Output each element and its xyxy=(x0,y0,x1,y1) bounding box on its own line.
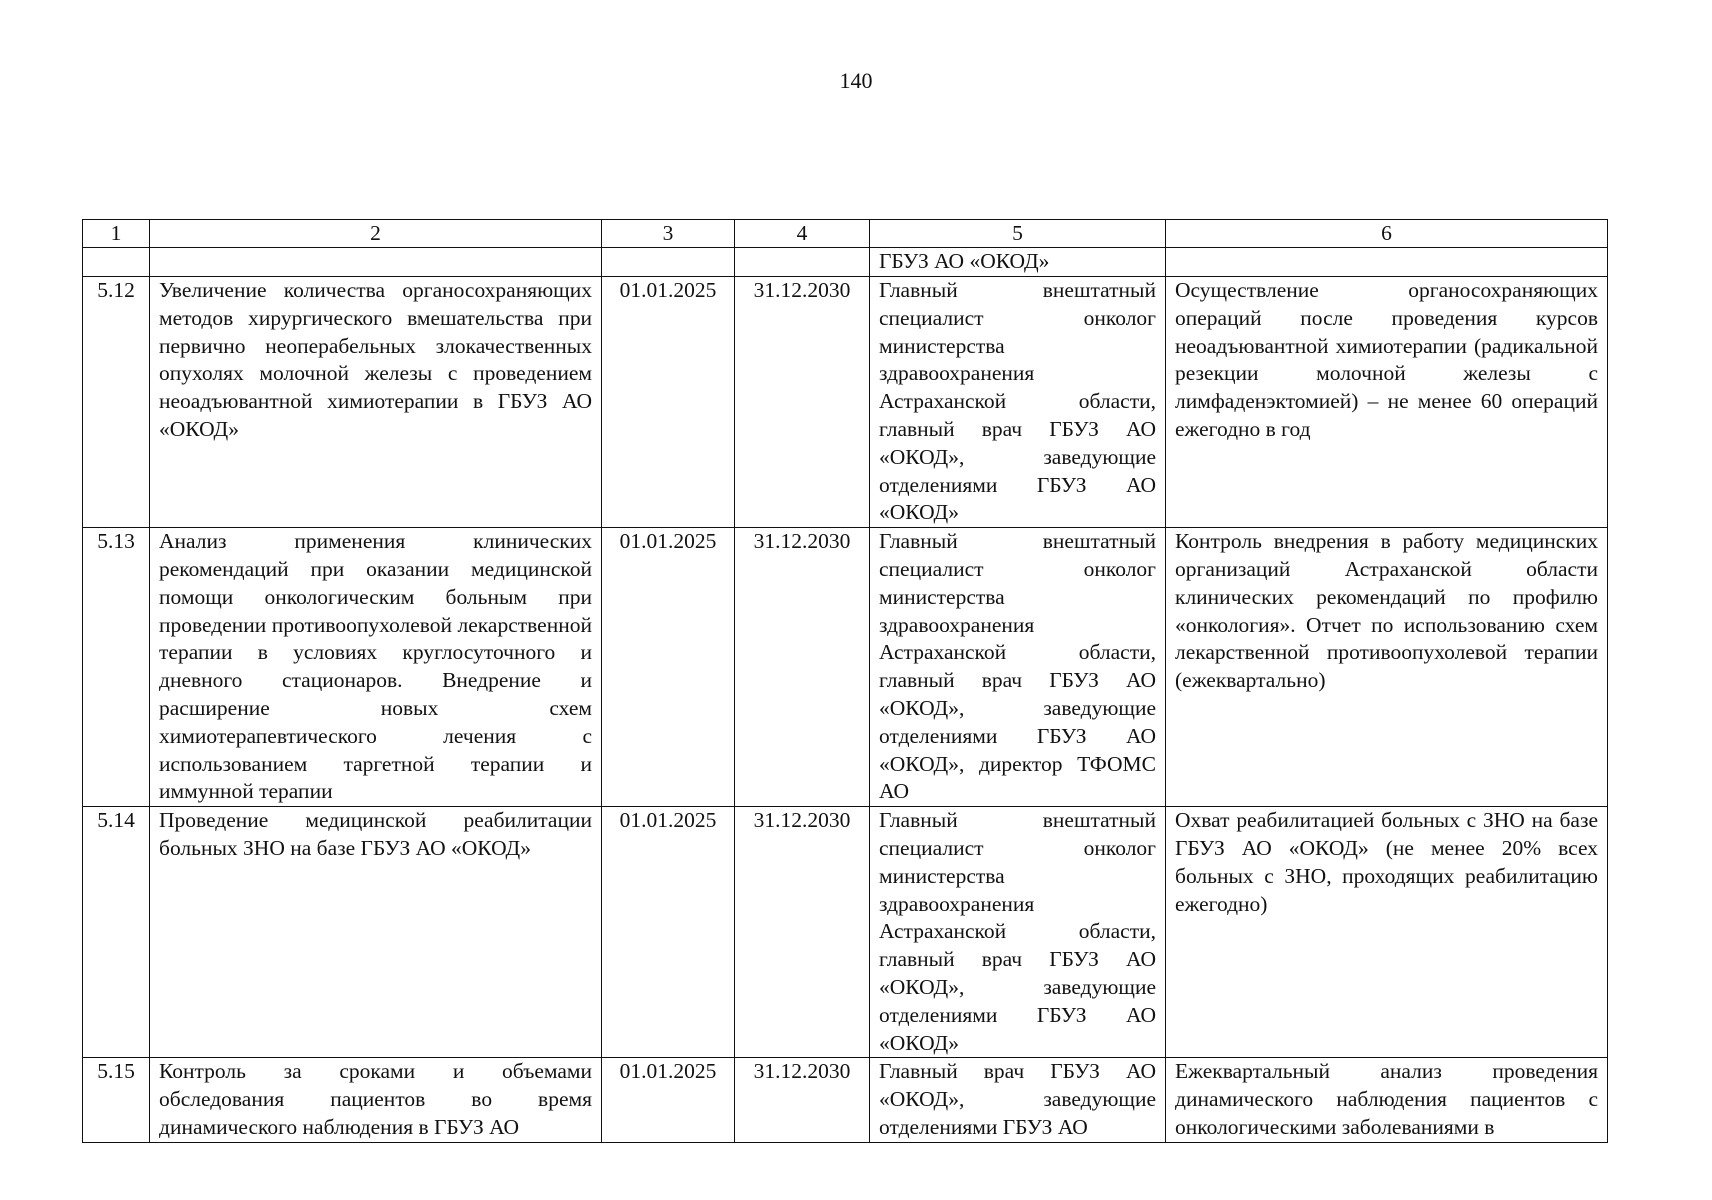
responsible-cell: Главный внештатный специалист онколог министерства здравоохранения Астраханской области, главный врач ГБУЗ АО «ОКОД», заведующие отделениями ГБУЗ АО «ОКОД» xyxy=(870,277,1166,528)
start-date: 01.01.2025 xyxy=(602,1058,735,1143)
column-number-row xyxy=(83,220,1608,248)
measure-cell: Проведение медицинской реабилитации больных ЗНО на базе ГБУЗ АО «ОКОД» xyxy=(150,807,602,1058)
column-number-5: 5 xyxy=(870,220,1166,248)
end-date: 31.12.2030 xyxy=(735,528,870,807)
table-row xyxy=(83,528,1608,807)
row-number: 5.15 xyxy=(83,1058,150,1143)
continuation-row xyxy=(83,248,1608,277)
table-row xyxy=(83,807,1608,1058)
measure-cell: Анализ применения клинических рекомендаций при оказании медицинской помощи онкологическим больным при проведении противоопухолевой лекарственной терапии в условиях круглосуточного и дневного стационаров. Внедрение и расширение новых схем химиотерапевтического лечения с использованием таргетной терапии и иммунной терапии xyxy=(150,528,602,807)
end-date: 31.12.2030 xyxy=(735,807,870,1058)
cell-empty xyxy=(735,248,870,277)
table-row xyxy=(83,277,1608,528)
column-number-6: 6 xyxy=(1166,220,1608,248)
result-cell: Охват реабилитацией больных с ЗНО на базе ГБУЗ АО «ОКОД» (не менее 20% всех больных с ЗНО, проходящих реабилитацию ежегодно) xyxy=(1166,807,1608,1058)
column-number-1: 1 xyxy=(83,220,150,248)
responsible-cell: Главный внештатный специалист онколог министерства здравоохранения Астраханской области, главный врач ГБУЗ АО «ОКОД», заведующие отделениями ГБУЗ АО «ОКОД» xyxy=(870,807,1166,1058)
measure-cell: Увеличение количества органосохраняющих методов хирургического вмешательства при первично неоперабельных злокачественных опухолях молочной железы с проведением неоадъювантной химиотерапии в ГБУЗ АО «ОКОД» xyxy=(150,277,602,528)
table-row xyxy=(83,1058,1608,1143)
row-number: 5.12 xyxy=(83,277,150,528)
responsible-cell: Главный внештатный специалист онколог министерства здравоохранения Астраханской области, главный врач ГБУЗ АО «ОКОД», заведующие отделениями ГБУЗ АО «ОКОД», директор ТФОМС АО xyxy=(870,528,1166,807)
result-cell: Осуществление органосохраняющих операций после проведения курсов неоадъювантной химиотерапии (радикальной резекции молочной железы с лимфаденэктомией) – не менее 60 операций ежегодно в год xyxy=(1166,277,1608,528)
row-number: 5.14 xyxy=(83,807,150,1058)
cell-empty xyxy=(602,248,735,277)
column-number-3: 3 xyxy=(602,220,735,248)
result-cell: Контроль внедрения в работу медицинских организаций Астраханской области клинических рекомендаций по профилю «онкология». Отчет по использованию схем лекарственной противоопухолевой терапии (ежеквартально) xyxy=(1166,528,1608,807)
cell-empty xyxy=(1166,248,1608,277)
responsible-cell: Главный врач ГБУЗ АО «ОКОД», заведующие отделениями ГБУЗ АО xyxy=(870,1058,1166,1143)
start-date: 01.01.2025 xyxy=(602,528,735,807)
start-date: 01.01.2025 xyxy=(602,807,735,1058)
page-number: 140 xyxy=(839,68,873,93)
cell-responsible: ГБУЗ АО «ОКОД» xyxy=(870,248,1166,277)
result-cell: Ежеквартальный анализ проведения динамического наблюдения пациентов с онкологическими заболеваниями в xyxy=(1166,1058,1608,1143)
column-number-4: 4 xyxy=(735,220,870,248)
column-number-2: 2 xyxy=(150,220,602,248)
cell-empty xyxy=(83,248,150,277)
cell-empty xyxy=(150,248,602,277)
measure-cell: Контроль за сроками и объемами обследования пациентов во время динамического наблюдения в ГБУЗ АО xyxy=(150,1058,602,1143)
row-number: 5.13 xyxy=(83,528,150,807)
measures-table xyxy=(82,219,1608,1143)
start-date: 01.01.2025 xyxy=(602,277,735,528)
end-date: 31.12.2030 xyxy=(735,277,870,528)
end-date: 31.12.2030 xyxy=(735,1058,870,1143)
